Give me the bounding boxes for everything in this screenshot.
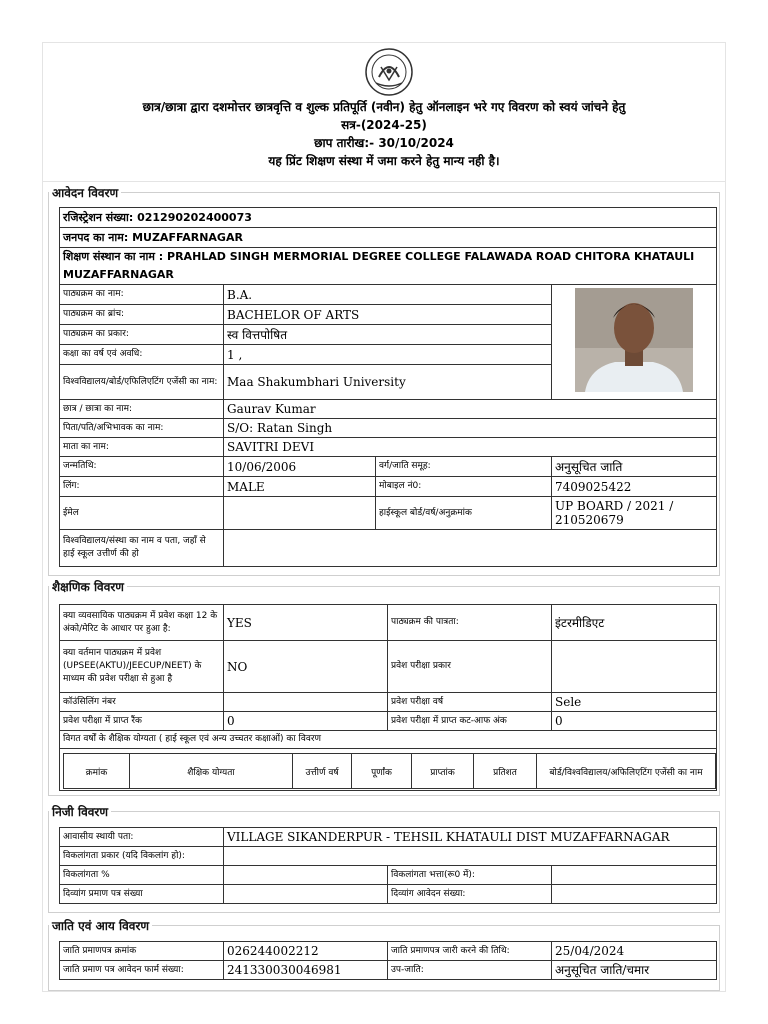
q12-merit-value: YES bbox=[224, 605, 388, 641]
course-branch-value: BACHELOR OF ARTS bbox=[224, 305, 552, 325]
subcaste-label: उप-जाति: bbox=[388, 961, 552, 980]
mother-name-label: माता का नाम: bbox=[60, 438, 224, 457]
disability-type-label: विकलांगता प्रकार (यदि विकलांग हो): bbox=[60, 847, 224, 866]
address-value: VILLAGE SIKANDERPUR - TEHSIL KHATAULI DIST MUZAFFARNAGAR bbox=[224, 828, 717, 847]
highschool-value: UP BOARD / 2021 / 210520679 bbox=[552, 497, 717, 530]
caste-cert-number-label: जाति प्रमाणपत्र क्रमांक bbox=[60, 942, 224, 961]
caste-cert-date-value: 25/04/2024 bbox=[552, 942, 717, 961]
counselling-value bbox=[224, 693, 388, 712]
mobile-label: मोबाइल नं0: bbox=[376, 477, 552, 497]
cutoff-label: प्रवेश परीक्षा में प्राप्त कट-आफ अंक bbox=[388, 712, 552, 731]
course-name-label: पाठ्यक्रम का नाम: bbox=[60, 285, 224, 305]
counselling-label: कॉउंसिलिंग नंबर bbox=[60, 693, 224, 712]
header-board-name: बोर्ड/विश्वविद्यालय/अफिलिएटिंग एजेंसी का नाम bbox=[537, 754, 716, 789]
header-obtained-marks: प्राप्तांक bbox=[412, 754, 474, 789]
caste-income-table bbox=[59, 941, 717, 980]
student-photo bbox=[575, 288, 693, 392]
caste-group-value: अनुसूचित जाति bbox=[552, 457, 717, 477]
application-table bbox=[59, 207, 717, 567]
mobile-value: 7409025422 bbox=[552, 477, 717, 497]
disability-type-value bbox=[224, 847, 717, 866]
header-pass-year: उत्तीर्ण वर्ष bbox=[293, 754, 352, 789]
email-label: ईमेल bbox=[60, 497, 224, 530]
dob-label: जन्मतिथि: bbox=[60, 457, 224, 477]
header-percentage: प्रतिशत bbox=[474, 754, 537, 789]
registration-number: रजिस्ट्रेशन संख्या: 021290202400073 bbox=[60, 208, 717, 228]
course-type-value: स्व वित्तपोषित bbox=[224, 325, 552, 345]
caste-app-number-value: 241330030046981 bbox=[224, 961, 388, 980]
divyang-cert-label: दिव्यांग प्रमाण पत्र संख्या bbox=[60, 885, 224, 904]
eligibility-label: पाठ्यक्रम की पात्रता: bbox=[388, 605, 552, 641]
course-name-value: B.A. bbox=[224, 285, 552, 305]
header-notice: यह प्रिंट शिक्षण संस्था में जमा करने हेतु मान्य नही है। bbox=[268, 154, 500, 168]
header-session: सत्र-(2024-25) bbox=[341, 118, 427, 132]
application-legend: आवेदन विवरण bbox=[52, 186, 119, 200]
disability-pct-value bbox=[224, 866, 388, 885]
header-title-line1: छात्र/छात्रा द्वारा दशमोत्तर छात्रवृत्ति व शुल्क प्रतिपूर्ति (नवीन) हेतु ऑनलाइन भरे गए विवरण को स्वयं जांचने हेतु bbox=[142, 100, 626, 114]
entrance-exam-value: NO bbox=[224, 641, 388, 693]
photo-cell bbox=[552, 285, 717, 400]
gender-value: MALE bbox=[224, 477, 376, 497]
exam-year-value: Sele bbox=[552, 693, 717, 712]
header-qualification: शैक्षिक योग्यता bbox=[130, 754, 293, 789]
divyang-app-label: दिव्यांग आवेदन संख्या: bbox=[388, 885, 552, 904]
caste-cert-date-label: जाति प्रमाणपत्र जारी करने की तिथि: bbox=[388, 942, 552, 961]
father-name-label: पिता/पति/अभिभावक का नाम: bbox=[60, 419, 224, 438]
rank-label: प्रवेश परीक्षा में प्राप्त रैंक bbox=[60, 712, 224, 731]
district-name: जनपद का नाम: MUZAFFARNAGAR bbox=[60, 228, 717, 248]
caste-group-label: वर्ग/जाति समूह: bbox=[376, 457, 552, 477]
q12-merit-label: क्या व्यवसायिक पाठ्यक्रम में प्रवेश कक्षा 12 के अंको/मेरिट के आधार पर हुआ है: bbox=[60, 605, 224, 641]
disability-allowance-label: विकलांगता भत्ता(रू0 में): bbox=[388, 866, 552, 885]
divyang-cert-value bbox=[224, 885, 388, 904]
divyang-app-value bbox=[552, 885, 717, 904]
university-value: Maa Shakumbhari University bbox=[224, 365, 552, 400]
student-name-label: छात्र / छात्रा का नाम: bbox=[60, 400, 224, 419]
entrance-exam-label: क्या वर्तमान पाठ्यक्रम में प्रवेश (UPSEE(AKTU)/JEECUP/NEET) के माध्यम की प्रवेश परीक्षा से हुआ है bbox=[60, 641, 224, 693]
past-qualifications-table bbox=[63, 753, 716, 789]
exam-type-value bbox=[552, 641, 717, 693]
personal-legend: निजी विवरण bbox=[52, 805, 108, 819]
class-year-value: 1 , bbox=[224, 345, 552, 365]
exam-year-label: प्रवेश परीक्षा वर्ष bbox=[388, 693, 552, 712]
past-qualifications-label: विगत वर्षों के शैक्षिक योग्यता ( हाई स्कूल एवं अन्य उच्चतर कक्षाओं) का विवरण bbox=[60, 731, 717, 749]
address-label: आवासीय स्थायी पता: bbox=[60, 828, 224, 847]
disability-allowance-value bbox=[552, 866, 717, 885]
header-max-marks: पूर्णांक bbox=[352, 754, 412, 789]
up-government-emblem bbox=[359, 47, 419, 97]
caste-app-number-label: जाति प्रमाण पत्र आवेदन फार्म संख्या: bbox=[60, 961, 224, 980]
header-serial: क्रमांक bbox=[64, 754, 130, 789]
cutoff-value: 0 bbox=[552, 712, 717, 731]
father-name-value: S/O: Ratan Singh bbox=[224, 419, 717, 438]
eligibility-value: इंटरमीडिएट bbox=[552, 605, 717, 641]
disability-pct-label: विकलांगता % bbox=[60, 866, 224, 885]
caste-cert-number-value: 026244002212 bbox=[224, 942, 388, 961]
personal-table bbox=[59, 827, 717, 904]
email-value bbox=[224, 497, 376, 530]
subcaste-value: अनुसूचित जाति/चमार bbox=[552, 961, 717, 980]
exam-type-label: प्रवेश परीक्षा प्रकार bbox=[388, 641, 552, 693]
hs-institution-value bbox=[224, 530, 717, 567]
dob-value: 10/06/2006 bbox=[224, 457, 376, 477]
rank-value: 0 bbox=[224, 712, 388, 731]
university-label: विश्वविद्यालय/बोर्ड/एफिलिएटिंग एजेंसी का नाम: bbox=[60, 365, 224, 400]
class-year-label: कक्षा का वर्ष एवं अवधि: bbox=[60, 345, 224, 365]
highschool-label: हाईस्कूल बोर्ड/वर्ष/अनुक्रमांक bbox=[376, 497, 552, 530]
institution-name: शिक्षण संस्थान का नाम : PRAHLAD SINGH MERMORIAL DEGREE COLLEGE FALAWADA ROAD CHITORA KHATAULI MUZAFFARNAGAR bbox=[60, 248, 717, 285]
header-print-date: छाप तारीख:- 30/10/2024 bbox=[314, 136, 454, 150]
caste-income-legend: जाति एवं आय विवरण bbox=[52, 919, 150, 933]
student-name-value: Gaurav Kumar bbox=[224, 400, 717, 419]
mother-name-value: SAVITRI DEVI bbox=[224, 438, 717, 457]
course-type-label: पाठ्यक्रम का प्रकार: bbox=[60, 325, 224, 345]
hs-institution-label: विश्वविद्यालय/संस्था का नाम व पता, जहाँ से हाई स्कूल उत्तीर्ण की हो bbox=[60, 530, 224, 567]
gender-label: लिंग: bbox=[60, 477, 224, 497]
academic-legend: शैक्षणिक विवरण bbox=[52, 580, 124, 594]
course-branch-label: पाठ्यक्रम का ब्रांच: bbox=[60, 305, 224, 325]
